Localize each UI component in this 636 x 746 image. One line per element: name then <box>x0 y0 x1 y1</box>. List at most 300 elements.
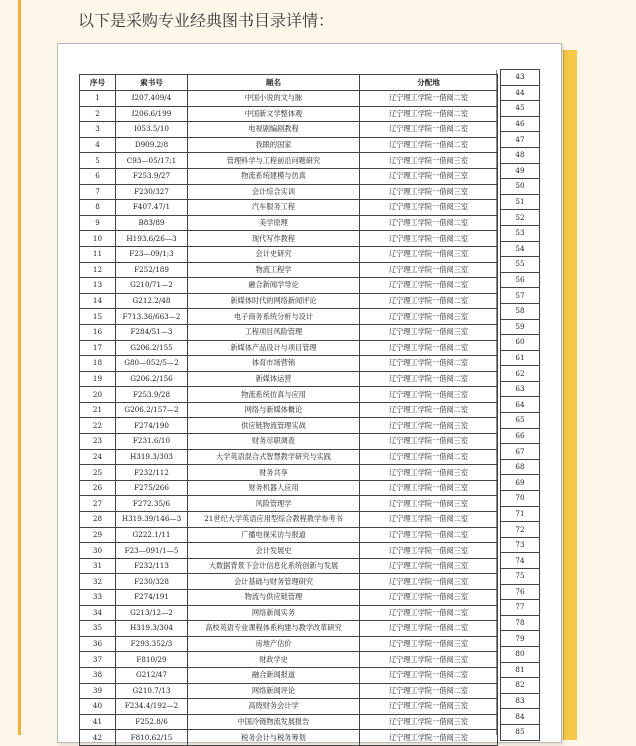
cell-no: 64 <box>501 397 540 413</box>
cell-location: 辽宁理工学院一借阅二室 <box>360 293 498 309</box>
cell-no: 55 <box>501 257 540 273</box>
continuation-row <box>501 366 540 382</box>
header-no: 序号 <box>80 75 116 91</box>
continuation-row <box>501 444 540 460</box>
cell-call-number: F253.9/27 <box>116 168 188 184</box>
table-row <box>80 293 498 309</box>
continuation-row <box>501 693 540 709</box>
cell-call-number: G213/12—2 <box>116 605 188 621</box>
table-row <box>80 699 498 715</box>
cell-title: 新媒体时代的网络新闻评论 <box>188 293 360 309</box>
cell-location: 辽宁理工学院一借阅三室 <box>360 714 498 730</box>
cell-no: 15 <box>80 309 116 325</box>
table-row <box>80 137 498 153</box>
cell-no: 8 <box>80 200 116 216</box>
cell-title: 高校英语专业课程体系构建与教学改革研究 <box>188 621 360 637</box>
table-row <box>80 714 498 730</box>
cell-location: 辽宁理工学院一借阅三室 <box>360 262 498 278</box>
cell-location: 辽宁理工学院一借阅三室 <box>360 699 498 715</box>
cell-no: 48 <box>501 147 540 163</box>
cell-no: 83 <box>501 693 540 709</box>
cell-call-number: F230/327 <box>116 184 188 200</box>
cell-call-number: G222.1/11 <box>116 527 188 543</box>
cell-no: 4 <box>80 137 116 153</box>
decorative-slab <box>563 50 577 740</box>
cell-call-number: G212/47 <box>116 667 188 683</box>
cell-no: 36 <box>80 636 116 652</box>
continuation-row <box>501 179 540 195</box>
continuation-row <box>501 70 540 86</box>
cell-no: 52 <box>501 210 540 226</box>
cell-no: 24 <box>80 449 116 465</box>
continuation-row <box>501 678 540 694</box>
cell-no: 40 <box>80 699 116 715</box>
cell-no: 22 <box>80 418 116 434</box>
cell-title: 美学原理 <box>188 215 360 231</box>
table-row <box>80 683 498 699</box>
header-title: 题名 <box>188 75 360 91</box>
cell-title: 新媒体运营 <box>188 371 360 387</box>
table-row <box>80 621 498 637</box>
cell-no: 53 <box>501 225 540 241</box>
cell-call-number: G210/71—2 <box>116 278 188 294</box>
cell-no: 49 <box>501 163 540 179</box>
continuation-row <box>501 724 540 740</box>
table-header-row <box>80 75 498 91</box>
cell-no: 6 <box>80 168 116 184</box>
cell-call-number: F230/328 <box>116 574 188 590</box>
continuation-body <box>501 70 540 741</box>
table-row <box>80 558 498 574</box>
cell-title: 新媒体产品设计与项目管理 <box>188 340 360 356</box>
cell-location: 辽宁理工学院一借阅三室 <box>360 184 498 200</box>
continuation-row <box>501 475 540 491</box>
cell-title: 21世纪大学英语应用型综合教程教学参考书 <box>188 512 360 528</box>
cell-location: 辽宁理工学院一借阅三室 <box>360 246 498 262</box>
cell-no: 46 <box>501 116 540 132</box>
cell-no: 11 <box>80 246 116 262</box>
cell-call-number: F407.47/1 <box>116 200 188 216</box>
table-row <box>80 449 498 465</box>
cell-title: 会计综合实训 <box>188 184 360 200</box>
continuation-row <box>501 163 540 179</box>
table-row <box>80 356 498 372</box>
cell-location: 辽宁理工学院一借阅三室 <box>360 636 498 652</box>
cell-title: 物流系统建模与仿真 <box>188 168 360 184</box>
cell-no: 2 <box>80 106 116 122</box>
cell-call-number: F274/191 <box>116 590 188 606</box>
cell-title: 融合新闻报道 <box>188 667 360 683</box>
cell-no: 81 <box>501 662 540 678</box>
cell-location: 辽宁理工学院一借阅二室 <box>360 215 498 231</box>
cell-no: 25 <box>80 465 116 481</box>
continuation-row <box>501 288 540 304</box>
cell-no: 18 <box>80 356 116 372</box>
cell-call-number: H319.39/146—3 <box>116 512 188 528</box>
cell-location: 辽宁理工学院一借阅三室 <box>360 309 498 325</box>
cell-call-number: F23—091/1—5 <box>116 543 188 559</box>
cell-call-number: F810/29 <box>116 652 188 668</box>
cell-location: 辽宁理工学院一借阅二室 <box>360 371 498 387</box>
cell-location: 辽宁理工学院一借阅三室 <box>360 387 498 403</box>
table-row <box>80 480 498 496</box>
cell-no: 70 <box>501 491 540 507</box>
continuation-row <box>501 116 540 132</box>
cell-call-number: G212.2/48 <box>116 293 188 309</box>
table-row <box>80 387 498 403</box>
cell-call-number: F232/112 <box>116 465 188 481</box>
cell-no: 50 <box>501 179 540 195</box>
cell-no: 80 <box>501 646 540 662</box>
cell-title: 工程项目风险管理 <box>188 324 360 340</box>
continuation-row <box>501 335 540 351</box>
cell-no: 35 <box>80 621 116 637</box>
cell-no: 30 <box>80 543 116 559</box>
cell-call-number: H193.6/26—3 <box>116 231 188 247</box>
cell-call-number: H319.3/304 <box>116 621 188 637</box>
catalog-body <box>80 91 498 746</box>
cell-no: 82 <box>501 678 540 694</box>
table-row <box>80 652 498 668</box>
cell-title: 汽车服务工程 <box>188 200 360 216</box>
cell-no: 37 <box>80 652 116 668</box>
cell-call-number: I207.409/4 <box>116 91 188 107</box>
table-row <box>80 402 498 418</box>
cell-title: 会计基础与财务管理研究 <box>188 574 360 590</box>
table-row <box>80 200 498 216</box>
cell-location: 辽宁理工学院一借阅二室 <box>360 340 498 356</box>
cell-location: 辽宁理工学院一借阅三室 <box>360 480 498 496</box>
continuation-row <box>501 225 540 241</box>
cell-no: 9 <box>80 215 116 231</box>
cell-title: 中国冷链物流发展报告 <box>188 714 360 730</box>
cell-no: 72 <box>501 522 540 538</box>
cell-no: 21 <box>80 402 116 418</box>
cell-location: 辽宁理工学院一借阅三室 <box>360 590 498 606</box>
cell-location: 辽宁理工学院一借阅二室 <box>360 449 498 465</box>
table-row <box>80 215 498 231</box>
cell-no: 1 <box>80 91 116 107</box>
continuation-row <box>501 584 540 600</box>
cell-location: 辽宁理工学院一借阅三室 <box>360 730 498 746</box>
cell-title: 物流工程学 <box>188 262 360 278</box>
cell-title: 财务共享 <box>188 465 360 481</box>
cell-location: 辽宁理工学院一借阅二室 <box>360 91 498 107</box>
continuation-row <box>501 506 540 522</box>
table-row <box>80 153 498 169</box>
cell-no: 17 <box>80 340 116 356</box>
cell-no: 41 <box>80 714 116 730</box>
table-row <box>80 465 498 481</box>
cell-title: 物流与供应链管理 <box>188 590 360 606</box>
cell-no: 68 <box>501 459 540 475</box>
cell-title: 融合新闻学导论 <box>188 278 360 294</box>
cell-no: 7 <box>80 184 116 200</box>
continuation-row <box>501 600 540 616</box>
cell-no: 29 <box>80 527 116 543</box>
cell-call-number: G206.2/156 <box>116 371 188 387</box>
cell-no: 57 <box>501 288 540 304</box>
continuation-row <box>501 631 540 647</box>
table-row <box>80 543 498 559</box>
cell-no: 34 <box>80 605 116 621</box>
cell-call-number: F253.9/28 <box>116 387 188 403</box>
cell-no: 75 <box>501 569 540 585</box>
cell-title: 大学英语混合式智慧教学研究与实践 <box>188 449 360 465</box>
cell-location: 辽宁理工学院一借阅二室 <box>360 605 498 621</box>
cell-call-number: G206.2/155 <box>116 340 188 356</box>
table-row <box>80 122 498 138</box>
cell-location: 辽宁理工学院一借阅三室 <box>360 324 498 340</box>
cell-call-number: F284/51—3 <box>116 324 188 340</box>
cell-no: 76 <box>501 584 540 600</box>
cell-no: 26 <box>80 480 116 496</box>
cell-no: 60 <box>501 335 540 351</box>
continuation-row <box>501 350 540 366</box>
table-row <box>80 262 498 278</box>
cell-call-number: G210.7/13 <box>116 683 188 699</box>
cell-location: 辽宁理工学院一借阅三室 <box>360 496 498 512</box>
cell-title: 我眼的国家 <box>188 137 360 153</box>
cell-title: 大数据背景下会计信息化系统创新与发展 <box>188 558 360 574</box>
cell-no: 62 <box>501 366 540 382</box>
cell-call-number: G80—052/5—2 <box>116 356 188 372</box>
cell-call-number: F810.62/15 <box>116 730 188 746</box>
cell-location: 辽宁理工学院一借阅二室 <box>360 356 498 372</box>
cell-no: 51 <box>501 194 540 210</box>
cell-title: 广播电视采访与报道 <box>188 527 360 543</box>
cell-call-number: F234.4/192—2 <box>116 699 188 715</box>
cell-no: 73 <box>501 537 540 553</box>
cell-title: 财务机器人应用 <box>188 480 360 496</box>
table-row <box>80 168 498 184</box>
cell-no: 79 <box>501 631 540 647</box>
cell-no: 20 <box>80 387 116 403</box>
cell-location: 辽宁理工学院一借阅二室 <box>360 106 498 122</box>
continuation-row <box>501 646 540 662</box>
cell-no: 45 <box>501 101 540 117</box>
cell-no: 27 <box>80 496 116 512</box>
cell-call-number: H319.3/303 <box>116 449 188 465</box>
table-row <box>80 309 498 325</box>
continuation-row <box>501 241 540 257</box>
cell-no: 74 <box>501 553 540 569</box>
cell-location: 辽宁理工学院一借阅二室 <box>360 527 498 543</box>
cell-title: 体育市场营销 <box>188 356 360 372</box>
cell-title: 财务尽职调查 <box>188 434 360 450</box>
cell-title: 会计发展史 <box>188 543 360 559</box>
continuation-row <box>501 553 540 569</box>
cell-no: 56 <box>501 272 540 288</box>
cell-location: 辽宁理工学院一借阅三室 <box>360 153 498 169</box>
cell-title: 物流系统仿真与应用 <box>188 387 360 403</box>
cell-location: 辽宁理工学院一借阅二室 <box>360 667 498 683</box>
cell-location: 辽宁理工学院一借阅二室 <box>360 402 498 418</box>
continuation-row <box>501 257 540 273</box>
cell-location: 辽宁理工学院一借阅三室 <box>360 652 498 668</box>
cell-location: 辽宁理工学院一借阅三室 <box>360 200 498 216</box>
table-row <box>80 574 498 590</box>
table-row <box>80 340 498 356</box>
continuation-row <box>501 615 540 631</box>
cell-no: 85 <box>501 724 540 740</box>
table-row <box>80 246 498 262</box>
continuation-table <box>500 69 540 741</box>
continuation-row <box>501 491 540 507</box>
continuation-row <box>501 132 540 148</box>
table-row <box>80 324 498 340</box>
cell-location: 辽宁理工学院一借阅二室 <box>360 683 498 699</box>
cell-title: 网络与新媒体概论 <box>188 402 360 418</box>
cell-no: 31 <box>80 558 116 574</box>
header-location: 分配地 <box>360 75 498 91</box>
cell-call-number: F293.352/3 <box>116 636 188 652</box>
cell-call-number: F272.35/6 <box>116 496 188 512</box>
table-row <box>80 730 498 746</box>
continuation-row <box>501 662 540 678</box>
continuation-row <box>501 413 540 429</box>
cell-no: 84 <box>501 709 540 725</box>
cell-no: 14 <box>80 293 116 309</box>
cell-call-number: F274/190 <box>116 418 188 434</box>
cell-location: 辽宁理工学院一借阅三室 <box>360 418 498 434</box>
continuation-row <box>501 428 540 444</box>
table-row <box>80 91 498 107</box>
cell-title: 风险管理学 <box>188 496 360 512</box>
cell-location: 辽宁理工学院一借阅三室 <box>360 434 498 450</box>
cell-title: 会计史研究 <box>188 246 360 262</box>
table-row <box>80 231 498 247</box>
cell-call-number: F713.36/663—2 <box>116 309 188 325</box>
cell-call-number: I206.6/199 <box>116 106 188 122</box>
cell-title: 高级财务会计学 <box>188 699 360 715</box>
cell-no: 59 <box>501 319 540 335</box>
table-row <box>80 496 498 512</box>
continuation-row <box>501 194 540 210</box>
cell-title: 财政学史 <box>188 652 360 668</box>
cell-no: 33 <box>80 590 116 606</box>
cell-no: 69 <box>501 475 540 491</box>
cell-no: 12 <box>80 262 116 278</box>
cell-no: 66 <box>501 428 540 444</box>
cell-title: 中国小说的文与脉 <box>188 91 360 107</box>
cell-no: 42 <box>80 730 116 746</box>
cell-no: 10 <box>80 231 116 247</box>
cell-title: 电视剧编剧教程 <box>188 122 360 138</box>
header-call-number: 索书号 <box>116 75 188 91</box>
cell-location: 辽宁理工学院一借阅二室 <box>360 512 498 528</box>
cell-no: 39 <box>80 683 116 699</box>
cell-location: 辽宁理工学院一借阅三室 <box>360 558 498 574</box>
cell-call-number: F275/266 <box>116 480 188 496</box>
table-row <box>80 590 498 606</box>
cell-call-number: F252.8/6 <box>116 714 188 730</box>
cell-no: 61 <box>501 350 540 366</box>
cell-title: 网络新闻实务 <box>188 605 360 621</box>
cell-location: 辽宁理工学院一借阅二室 <box>360 137 498 153</box>
cell-call-number: B83/89 <box>116 215 188 231</box>
continuation-row <box>501 569 540 585</box>
cell-title: 税务会计与税务筹划 <box>188 730 360 746</box>
cell-call-number: F23—09/1;3 <box>116 246 188 262</box>
catalog-table <box>79 74 498 746</box>
cell-no: 65 <box>501 413 540 429</box>
cell-title: 房地产估价 <box>188 636 360 652</box>
cell-location: 辽宁理工学院一借阅三室 <box>360 465 498 481</box>
continuation-row <box>501 709 540 725</box>
cell-no: 63 <box>501 381 540 397</box>
cell-no: 38 <box>80 667 116 683</box>
cell-no: 54 <box>501 241 540 257</box>
table-row <box>80 278 498 294</box>
cell-title: 管理科学与工程前沿问题研究 <box>188 153 360 169</box>
cell-location: 辽宁理工学院一借阅三室 <box>360 168 498 184</box>
cell-no: 58 <box>501 303 540 319</box>
intro-text: 以下是采购专业经典图书目录详情： <box>78 11 335 30</box>
cell-no: 32 <box>80 574 116 590</box>
cell-no: 28 <box>80 512 116 528</box>
cell-no: 19 <box>80 371 116 387</box>
continuation-row <box>501 381 540 397</box>
continuation-row <box>501 101 540 117</box>
cell-no: 71 <box>501 506 540 522</box>
cell-call-number: D909.2/8 <box>116 137 188 153</box>
cell-no: 44 <box>501 85 540 101</box>
table-row <box>80 106 498 122</box>
continuation-row <box>501 537 540 553</box>
continuation-row <box>501 147 540 163</box>
table-row <box>80 636 498 652</box>
cell-call-number: I053.5/10 <box>116 122 188 138</box>
cell-title: 网络新闻评论 <box>188 683 360 699</box>
cell-call-number: F252/189 <box>116 262 188 278</box>
cell-no: 77 <box>501 600 540 616</box>
cell-no: 43 <box>501 70 540 86</box>
cell-no: 16 <box>80 324 116 340</box>
table-row <box>80 434 498 450</box>
table-row <box>80 667 498 683</box>
cell-location: 辽宁理工学院一借阅二室 <box>360 621 498 637</box>
continuation-row <box>501 397 540 413</box>
cell-no: 13 <box>80 278 116 294</box>
cell-location: 辽宁理工学院一借阅二室 <box>360 278 498 294</box>
table-row <box>80 418 498 434</box>
cell-no: 78 <box>501 615 540 631</box>
cell-call-number: F232/113 <box>116 558 188 574</box>
continuation-row <box>501 459 540 475</box>
cell-no: 5 <box>80 153 116 169</box>
cell-location: 辽宁理工学院一借阅三室 <box>360 574 498 590</box>
cell-title: 现代写作教程 <box>188 231 360 247</box>
table-row <box>80 512 498 528</box>
cell-call-number: C93—05/17;1 <box>116 153 188 169</box>
cell-location: 辽宁理工学院一借阅三室 <box>360 543 498 559</box>
table-row <box>80 605 498 621</box>
table-row <box>80 184 498 200</box>
continuation-row <box>501 272 540 288</box>
continuation-row <box>501 522 540 538</box>
cell-title: 中国新文学整体观 <box>188 106 360 122</box>
continuation-row <box>501 303 540 319</box>
cell-call-number: F231.6/10 <box>116 434 188 450</box>
cell-title: 电子商务系统分析与设计 <box>188 309 360 325</box>
continuation-row <box>501 210 540 226</box>
cell-title: 供应链物流管理实战 <box>188 418 360 434</box>
cell-no: 3 <box>80 122 116 138</box>
cell-location: 辽宁理工学院一借阅二室 <box>360 122 498 138</box>
cell-no: 67 <box>501 444 540 460</box>
accent-rule <box>18 0 21 735</box>
